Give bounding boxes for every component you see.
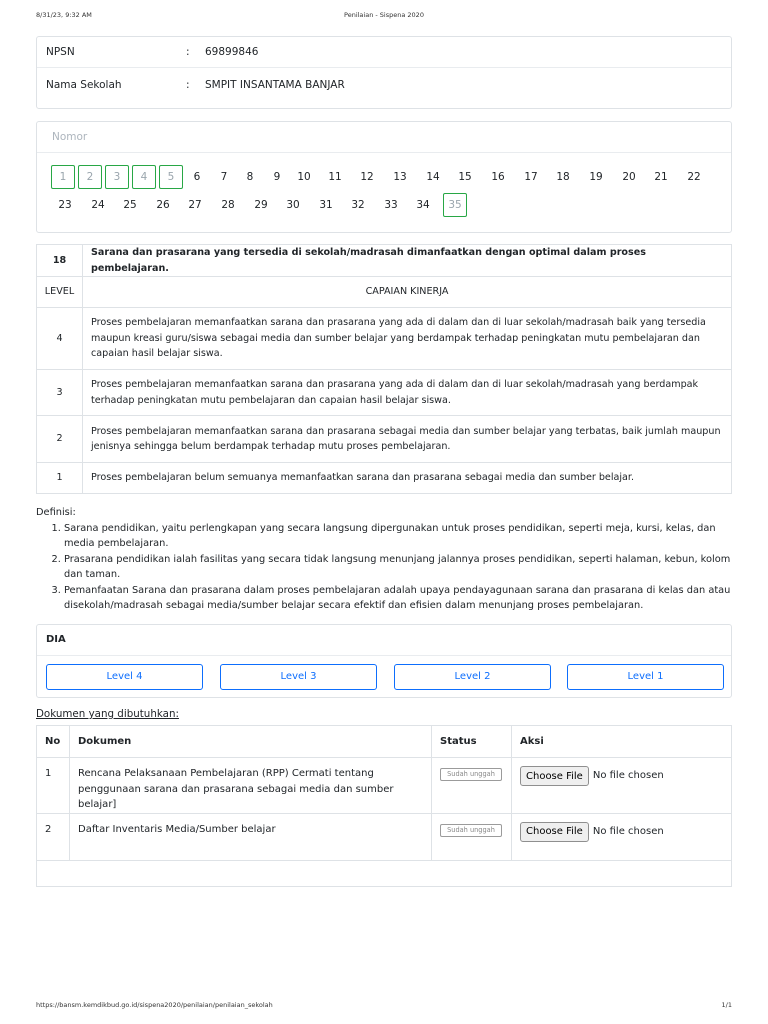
level-1-button[interactable]: Level 1 — [567, 664, 724, 690]
level-row — [37, 370, 732, 416]
level-number: 2 — [37, 416, 83, 463]
level-description: Proses pembelajaran belum semuanya memanfaatkan sarana dan prasarana sebagai media dan sumber belajar. — [83, 463, 732, 494]
nomor-button-23[interactable]: 23 — [58, 199, 72, 211]
choose-file-button[interactable]: Choose File — [520, 766, 589, 786]
level-2-button[interactable]: Level 2 — [394, 664, 551, 690]
choose-file-button[interactable]: Choose File — [520, 822, 589, 842]
level-number: 3 — [37, 370, 83, 416]
print-date: 8/31/23, 9:32 AM — [36, 11, 92, 19]
status-column-header: Status — [432, 726, 512, 758]
level-row — [37, 308, 732, 370]
document-action-cell — [512, 813, 732, 860]
level-number: 1 — [37, 463, 83, 494]
document-number: 1 — [37, 758, 70, 814]
aksi-column-header: Aksi — [512, 726, 732, 758]
nomor-button-24[interactable]: 24 — [91, 199, 105, 211]
status-badge: Sudah unggah — [440, 824, 502, 837]
nomor-button-7[interactable]: 7 — [220, 171, 228, 183]
print-url: https://bansm.kemdikbud.go.id/sispena2020/penilaian/penilaian_sekolah — [36, 1001, 273, 1009]
print-footer — [36, 1001, 732, 1011]
document-number: 2 — [37, 813, 70, 860]
dia-title: DIA — [46, 634, 66, 645]
indicator-statement: Sarana dan prasarana yang tersedia di sekolah/madrasah dimanfaatkan dengan optimal dalam proses pembelajaran. — [83, 245, 732, 277]
npsn-label: NPSN — [46, 46, 75, 58]
definisi-item: 2. Prasarana pendidikan ialah fasilitas yang secara tidak langsung menunjang jalannya proses pendidikan, seperti halaman, kebun, kolom dan taman. — [64, 552, 732, 583]
file-status-text: No file chosen — [592, 770, 664, 782]
print-header — [36, 11, 732, 21]
indicator-table — [36, 244, 732, 494]
definisi-item: 3. Pemanfaatan Sarana dan prasarana dalam proses pembelajaran adalah upaya pendayagunaan sarana dan prasarana di kelas dan atau disekolah/madrasah sebagai media/sumber belajar secara efektif dan efisien dalam menunjang proses pembelajaran. — [64, 583, 732, 614]
document-name: Rencana Pelaksanaan Pembelajaran (RPP) Cermati tentang penggunaan sarana dan prasarana sebagai media dan sumber belajar] — [70, 758, 432, 814]
file-input[interactable] — [520, 822, 723, 842]
file-status-text: No file chosen — [592, 825, 664, 837]
nomor-button-28[interactable]: 28 — [221, 199, 235, 211]
nomor-button-12[interactable]: 12 — [360, 171, 374, 183]
nomor-button-21[interactable]: 21 — [654, 171, 668, 183]
npsn-value: 69899846 — [205, 46, 259, 58]
nomor-button-15[interactable]: 15 — [458, 171, 472, 183]
level-row — [37, 416, 732, 463]
document-status-cell — [432, 813, 512, 860]
level-row — [37, 463, 732, 494]
nomor-button-1[interactable]: 1 — [51, 165, 75, 189]
school-name-row — [37, 70, 731, 101]
nomor-button-16[interactable]: 16 — [491, 171, 505, 183]
nomor-button-6[interactable]: 6 — [193, 171, 201, 183]
nomor-header — [37, 122, 731, 153]
nomor-button-30[interactable]: 30 — [286, 199, 300, 211]
nomor-button-2[interactable]: 2 — [78, 165, 102, 189]
school-name-colon: : — [186, 79, 190, 91]
document-row — [37, 813, 732, 860]
no-column-header: No — [37, 726, 70, 758]
school-name-label: Nama Sekolah — [46, 79, 122, 91]
nomor-button-19[interactable]: 19 — [589, 171, 603, 183]
indicator-header-row — [37, 245, 732, 277]
level-4-button[interactable]: Level 4 — [46, 664, 203, 690]
nomor-button-35[interactable]: 35 — [443, 193, 467, 217]
documents-empty-row — [37, 860, 732, 886]
nomor-button-27[interactable]: 27 — [188, 199, 202, 211]
dokumen-column-header: Dokumen — [70, 726, 432, 758]
nomor-button-34[interactable]: 34 — [416, 199, 430, 211]
documents-table — [36, 725, 732, 887]
print-page-number: 1/1 — [721, 1001, 732, 1009]
level-description: Proses pembelajaran memanfaatkan sarana dan prasarana yang ada di dalam dan di luar sekolah/madrasah baik yang tersedia maupun kreasi guru/siswa sebagai media dan sumber belajar yang berdampak terhadap peningkatan mutu pembelajaran dan capaian hasil belajar siswa. — [83, 308, 732, 370]
document-status-cell — [432, 758, 512, 814]
nomor-button-20[interactable]: 20 — [622, 171, 636, 183]
nomor-button-18[interactable]: 18 — [556, 171, 570, 183]
level-header-row — [37, 277, 732, 308]
definisi-section — [36, 505, 732, 614]
dia-header — [37, 625, 731, 656]
nomor-button-33[interactable]: 33 — [384, 199, 398, 211]
nomor-button-25[interactable]: 25 — [123, 199, 137, 211]
nomor-button-31[interactable]: 31 — [319, 199, 333, 211]
document-action-cell — [512, 758, 732, 814]
nomor-button-32[interactable]: 32 — [351, 199, 365, 211]
definisi-list — [64, 521, 732, 614]
documents-title: Dokumen yang dibutuhkan: — [36, 708, 179, 720]
npsn-row — [37, 37, 731, 68]
nomor-button-29[interactable]: 29 — [254, 199, 268, 211]
nomor-button-5[interactable]: 5 — [159, 165, 183, 189]
school-info-card — [36, 36, 732, 109]
nomor-card — [36, 121, 732, 233]
school-name-value: SMPIT INSANTAMA BANJAR — [205, 79, 345, 91]
nomor-button-3[interactable]: 3 — [105, 165, 129, 189]
level-description: Proses pembelajaran memanfaatkan sarana dan prasarana sebagai media dan sumber belajar yang terbatas, baik jumlah maupun jenisnya sehingga belum berdampak terhadap mutu proses pembelajaran. — [83, 416, 732, 463]
definisi-title: Definisi: — [36, 507, 76, 518]
nomor-button-22[interactable]: 22 — [687, 171, 701, 183]
nomor-button-10[interactable]: 10 — [297, 171, 311, 183]
level-number: 4 — [37, 308, 83, 370]
definisi-item: 1. Sarana pendidikan, yaitu perlengkapan yang secara langsung dipergunakan untuk proses pendidikan, seperti meja, kursi, kelas, dan media pembelajaran. — [64, 521, 732, 552]
file-input[interactable] — [520, 766, 723, 786]
documents-header-row — [37, 726, 732, 758]
level-description: Proses pembelajaran memanfaatkan sarana dan prasarana yang ada di dalam dan di luar sekolah/madrasah yang berdampak terhadap peningkatan mutu pembelajaran dan capaian hasil belajar siswa. — [83, 370, 732, 416]
indicator-number: 18 — [37, 245, 83, 277]
document-row — [37, 758, 732, 814]
nomor-title: Nomor — [52, 131, 88, 143]
nomor-button-17[interactable]: 17 — [524, 171, 538, 183]
npsn-colon: : — [186, 46, 190, 58]
documents-empty-cell — [37, 860, 732, 886]
print-title: Penilaian - Sispena 2020 — [344, 11, 424, 19]
nomor-button-14[interactable]: 14 — [426, 171, 440, 183]
nomor-button-9[interactable]: 9 — [273, 171, 281, 183]
document-name: Daftar Inventaris Media/Sumber belajar — [70, 813, 432, 860]
nomor-button-11[interactable]: 11 — [328, 171, 342, 183]
nomor-button-26[interactable]: 26 — [156, 199, 170, 211]
level-column-header: LEVEL — [37, 277, 83, 308]
nomor-button-13[interactable]: 13 — [393, 171, 407, 183]
nomor-button-8[interactable]: 8 — [246, 171, 254, 183]
nomor-button-4[interactable]: 4 — [132, 165, 156, 189]
dia-card — [36, 624, 732, 698]
level-3-button[interactable]: Level 3 — [220, 664, 377, 690]
capaian-column-header: CAPAIAN KINERJA — [83, 277, 732, 308]
status-badge: Sudah unggah — [440, 768, 502, 781]
